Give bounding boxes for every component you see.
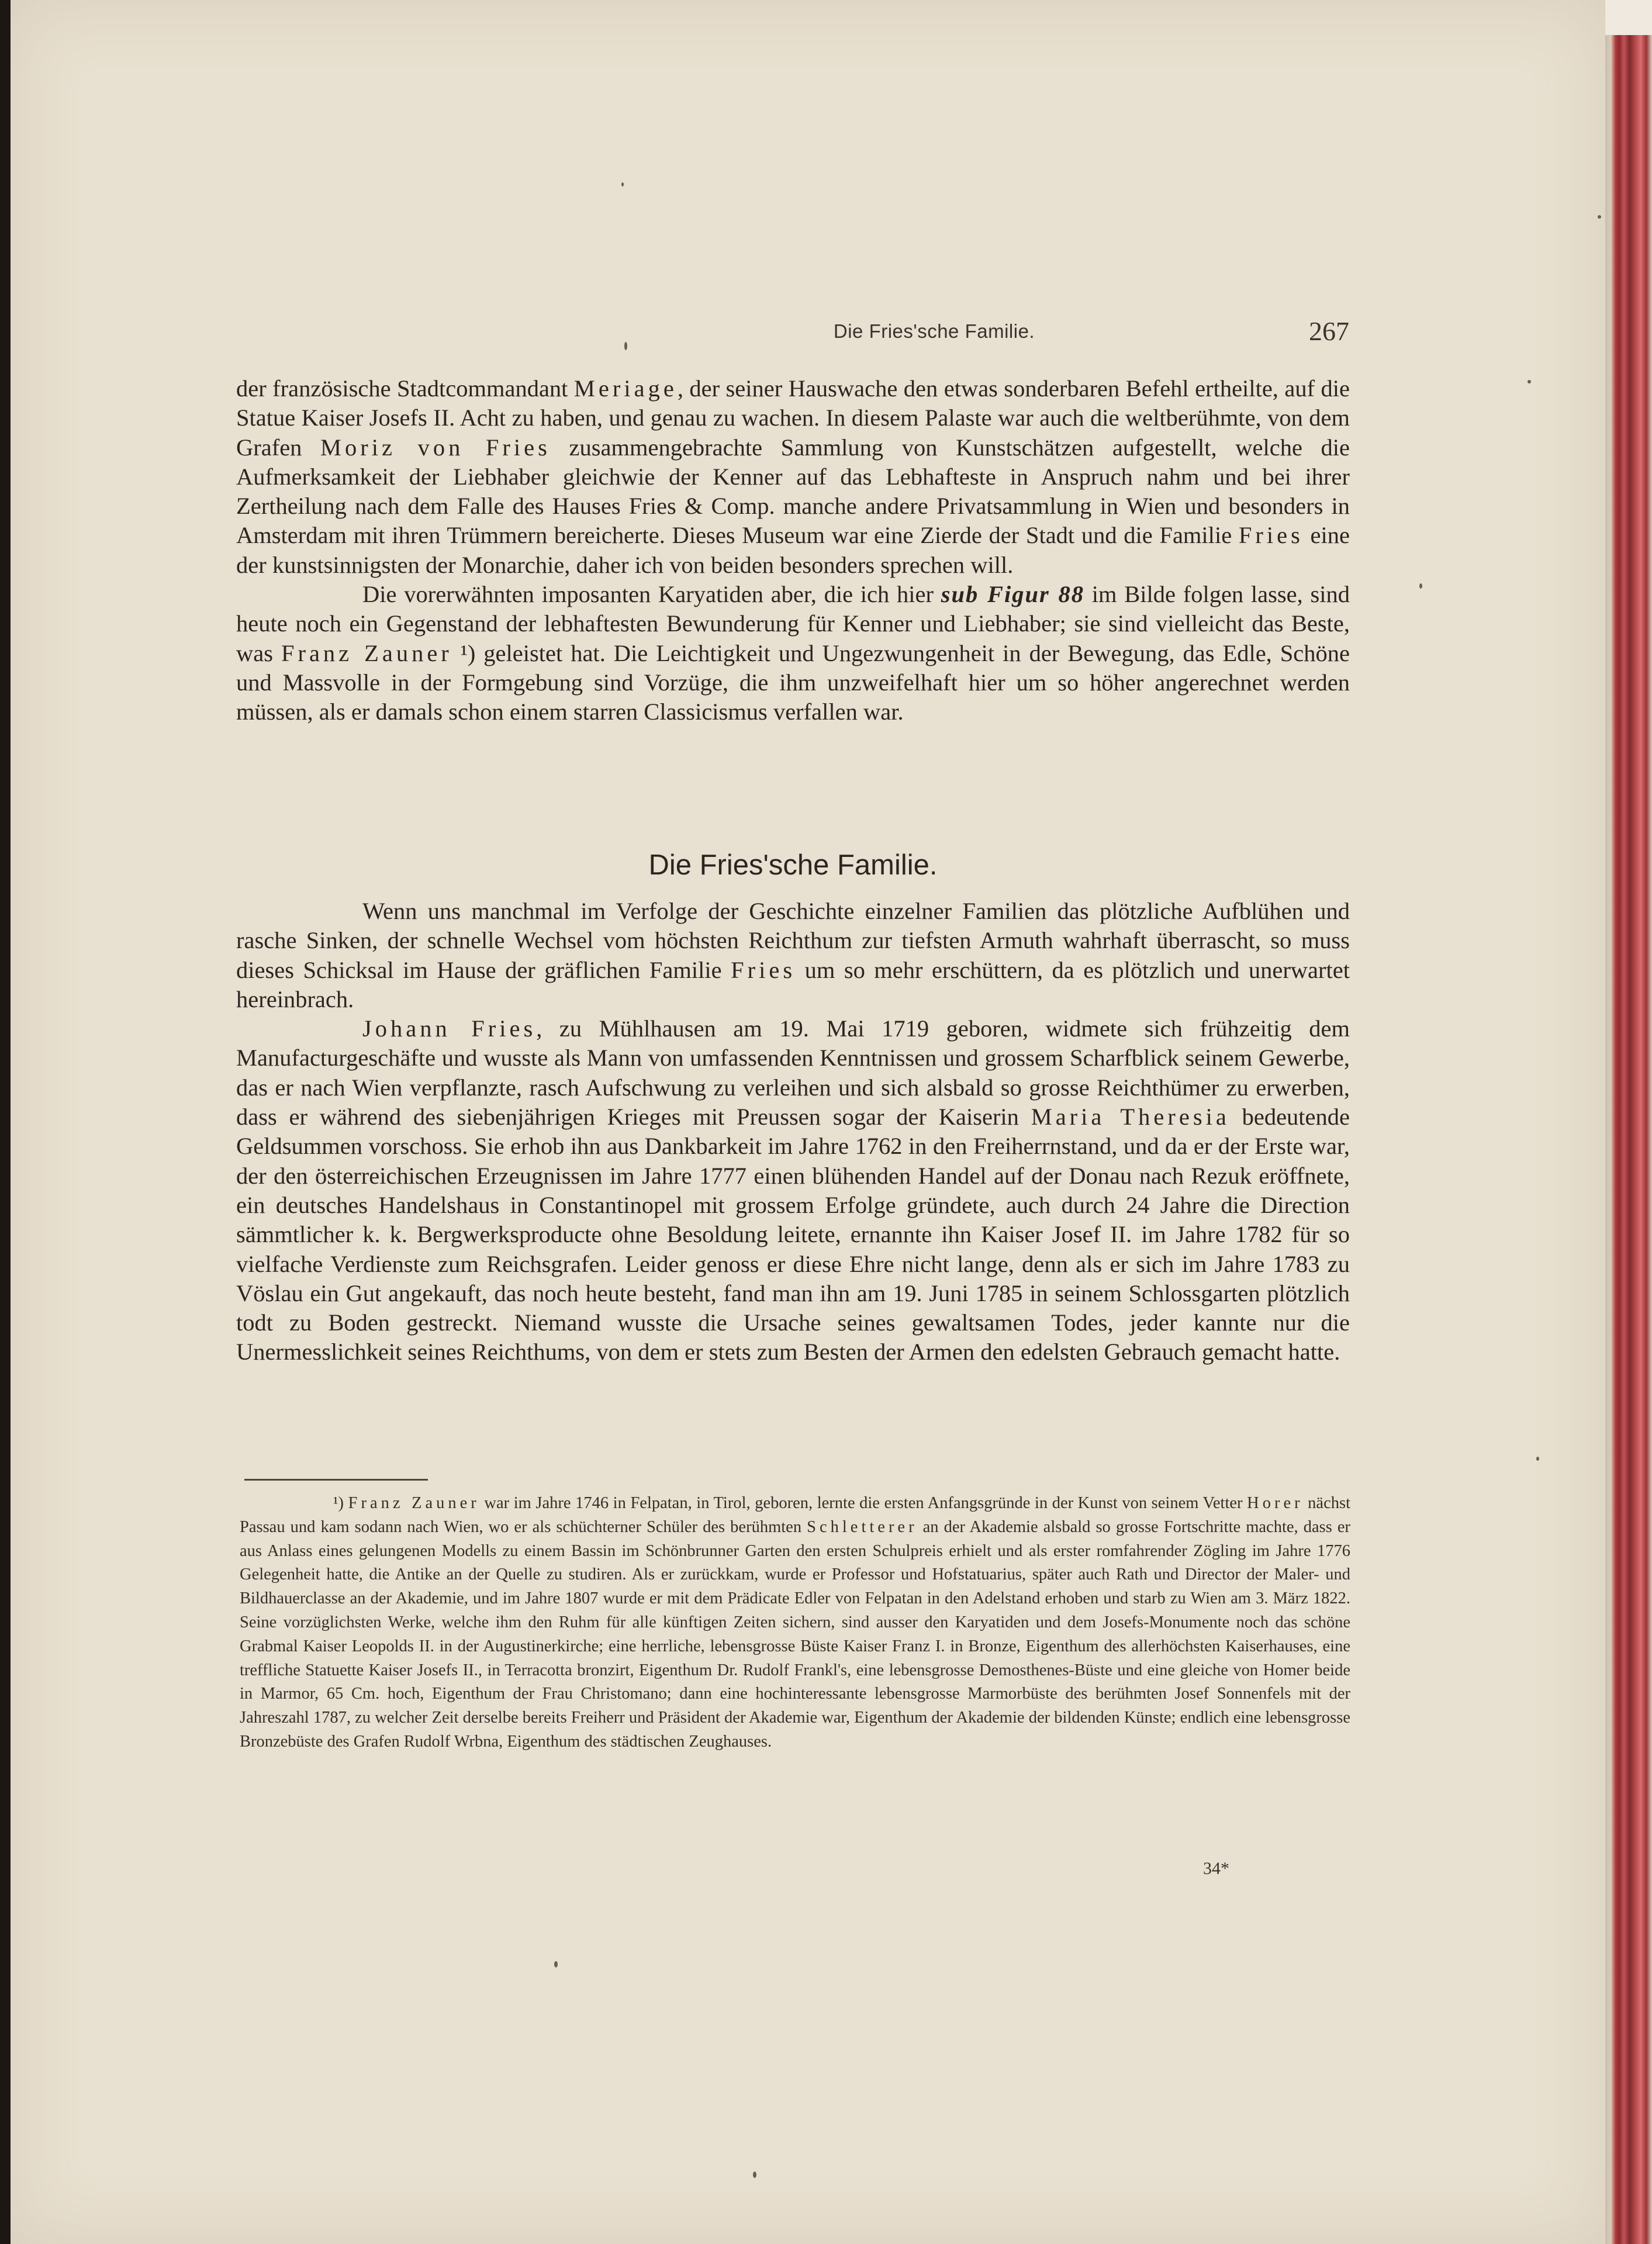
spaced-name: Johann Fries: [362, 1015, 537, 1042]
spaced-name: Franz Zauner: [281, 639, 452, 666]
spaced-name: Fries: [1238, 522, 1304, 549]
spaced-name: Franz Zauner: [348, 1494, 480, 1512]
text-run: ¹): [333, 1494, 348, 1512]
emphasis: sub Figur 88: [941, 581, 1085, 608]
text-run: im Bilde folgen lasse, sind heute noch ein Gegenstand der lebhaftesten Bewunderung für Kenner und Liebhaber; sie sind vielleicht das Beste, was: [236, 581, 1350, 666]
text-run: Wenn uns manchmal im Verfolge der Geschichte einzelner Familien das plötzliche Aufblühen und rasche Sinken, der schnelle Wechsel vom höchsten Reichthum zur tiefsten Armuth wahrhaft überrascht, so muss dieses Schicksal im Hause der gräflichen Familie: [236, 898, 1350, 983]
text-run: war im Jahre 1746 in Felpatan, in Tirol, geboren, lernte die ersten Anfangsgründe in der Kunst von seinem Vetter: [479, 1494, 1247, 1512]
body-text-top: [236, 374, 1350, 727]
section-heading: Die Fries'sche Familie.: [648, 849, 938, 881]
text-run: der französische Stadtcommandant: [236, 375, 574, 402]
spaced-name: Schletterer: [807, 1517, 918, 1536]
spaced-name: Maria Theresia: [1031, 1104, 1230, 1130]
text-run: um so mehr erschüttern, da es plötzlich und unerwartet hereinbrach.: [236, 956, 1350, 1012]
spaced-name: Fries: [731, 956, 796, 983]
text-run: zusammengebrachte Sammlung von Kunstschätzen aufgestellt, welche die Aufmerksamkeit der Liebhaber gleichwie der Kenner auf das Lebhafteste in Anspruch nahm und bei ihrer Zertheilung nach dem Falle des Hauses Fries & Comp. manche andere Privatsammlung in Wien und besonders in Amsterdam mit ihren Trümmern bereicherte. Dieses Museum war eine Zierde der Stadt und die Familie: [236, 434, 1350, 549]
text-run: Die vorerwähnten imposanten Karyatiden aber, die ich hier: [362, 581, 941, 608]
running-head: Die Fries'sche Familie.: [833, 320, 1035, 342]
spaced-name: Horer: [1247, 1494, 1304, 1512]
footnote: [240, 1492, 1350, 1754]
paragraph: [236, 1014, 1350, 1367]
text-run: , zu Mühlhausen am 19. Mai 1719 geboren, widmete sich frühzeitig dem Manufacturgeschäfte und wusste als Mann von umfassenden Kenntnissen und grossem Scharfblick seinem Gewerbe, das er nach Wien verpflanzte, rasch Aufschwung zu verleihen und sich alsbald so grosse Reichthümer zu erwerben, dass er während des siebenjährigen Krieges mit Preussen sogar der Kaiserin: [236, 1015, 1350, 1130]
spaced-name: Moriz von Fries: [320, 434, 551, 461]
paragraph: [236, 580, 1350, 727]
text-run: nächst Passau und kam sodann nach Wien, wo er als schüchterner Schüler des berühmten: [240, 1494, 1350, 1536]
text-run: eine der kunstsinnigsten der Monarchie, daher ich von beiden besonders sprechen will.: [236, 522, 1350, 578]
footnote-rule: [244, 1479, 428, 1481]
paragraph: [236, 897, 1350, 1014]
paragraph: [236, 374, 1350, 580]
text-run: an der Akademie alsbald so grosse Fortschritte machte, dass er aus Anlass eines gelungenen Modells zu einem Bassin im Schönbrunner Garten den ersten Schulpreis erhielt und als erster romfahrender Zögling im Jahre 1776 Gelegenheit hatte, die Antike an der Quelle zu studiren. Als er zurückkam, wurde er Professor und Hofstatuarius, später auch Rath und Director der Maler- und Bildhauerclasse an der Akademie, und im Jahre 1807 wurde er mit dem Prädicate Edler von Felpatan in den Adelstand erhoben und starb zu Wien am 3. März 1822. Seine vorzüglichsten Werke, welche ihm den Ruhm für alle künftigen Zeiten sichern, sind ausser den Karyatiden und dem Josefs-Monumente noch das schöne Grabmal Kaiser Leopolds II. in der Augustinerkirche; eine herrliche, lebensgrosse Büste Kaiser Franz I. in Bronze, Eigenthum des allerhöchsten Kaiserhauses, eine treffliche Statuette Kaiser Josefs II., in Terracotta bronzirt, Eigenthum Dr. Rudolf Frankl's, eine lebensgrosse Demosthenes-Büste und eine gleiche von Homer beide in Marmor, 65 Cm. hoch, Eigenthum der Frau Christomano; dann eine hochinteressante lebensgrosse Marmorbüste des berühmten Josef Sonnenfels mit der Jahreszahl 1787, zu welcher Zeit derselbe bereits Freiherr und Präsident der Akademie war, Eigenthum der Akademie der bildenden Künste; endlich eine lebensgrosse Bronzebüste des Grafen Rudolf Wrbna, Eigenthum des städtischen Zeughauses.: [240, 1517, 1350, 1751]
text-run: ¹) geleistet hat. Die Leichtigkeit und Ungezwungenheit in der Bewegung, das Edle, Schöne und Massvolle in der Formgebung sind Vorzüge, die ihm unzweifelhaft hier um so höher angerechnet werden müssen, als er damals schon einem starren Classicismus verfallen war.: [236, 639, 1350, 725]
spaced-name: Meriage: [573, 375, 678, 402]
book-spine: [1605, 0, 1652, 2244]
text-run: , der seiner Hauswache den etwas sonderbaren Befehl ertheilte, auf die Statue Kaiser Josefs II. Acht zu haben, und genau zu wachen. In diesem Palaste war auch die weltberühmte, von dem Grafen: [236, 375, 1350, 461]
signature-mark: 34*: [1203, 1859, 1229, 1878]
page-number: 267: [1309, 316, 1349, 346]
book-page: [11, 0, 1605, 2244]
text-run: bedeutende Geldsummen vorschoss. Sie erhob ihn aus Dankbarkeit im Jahre 1762 in den Freiherrnstand, und da er der Erste war, der den österreichischen Erzeugnissen im Jahre 1777 einen blühenden Handel auf der Donau nach Rezuk eröffnete, ein deutsches Handelshaus in Constantinopel mit grossem Erfolge gründete, auch durch 24 Jahre die Direction sämmtlicher k. k. Bergwerksproducte ohne Besoldung leitete, ernannte ihn Kaiser Josef II. im Jahre 1782 für so vielfache Verdienste zum Reichsgrafen. Leider genoss er diese Ehre nicht lange, denn als er sich im Jahre 1783 zu Vöslau ein Gut angekauft, das noch heute besteht, fand man ihn am 19. Juni 1785 in seinem Schlossgarten plötzlich todt zu Boden gestreckt. Niemand wusste die Ursache seines gewaltsamen Todes, jeder kannte nur die Unermesslichkeit seines Reichthums, von dem er stets zum Besten der Armen den edelsten Gebrauch gemacht hatte.: [236, 1104, 1350, 1365]
body-text-main: [236, 897, 1350, 1367]
book-spine-top: [1605, 0, 1652, 35]
page-content: [11, 0, 1605, 2244]
